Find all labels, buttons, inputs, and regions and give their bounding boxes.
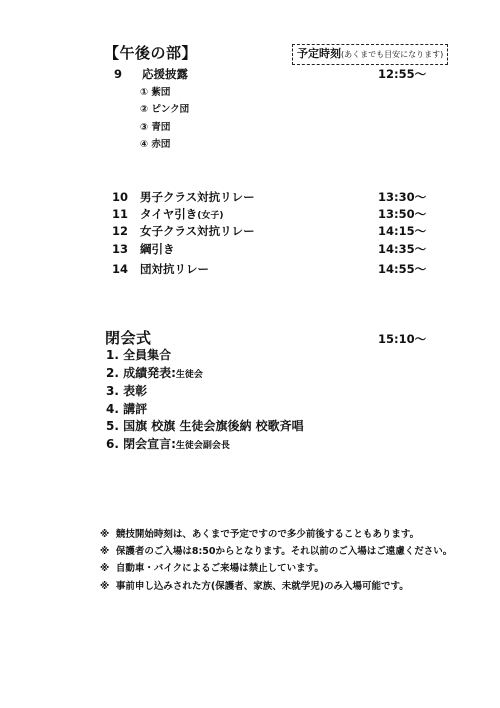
event-name: 男子クラス対抗リレー [140, 190, 255, 204]
ceremony-label: 4. 講評 [106, 402, 148, 416]
team-mark: ④ [140, 139, 149, 150]
team-name: ピンク団 [151, 104, 190, 115]
ceremony-item [106, 383, 147, 402]
team-name: 紫団 [151, 87, 171, 98]
event-row [112, 223, 255, 239]
notice-text: 保護者のご入場は8:50からとなります。それ以前のご入場はご遠慮ください。 [115, 546, 453, 557]
schedule-note-sub: (あくまでも目安になります) [341, 50, 444, 59]
team-item [140, 121, 170, 135]
notice-item [100, 580, 409, 593]
team-name: 赤団 [151, 139, 171, 150]
event-name: 女子クラス対抗リレー [140, 224, 255, 238]
event-time: 14:15～ [378, 224, 427, 238]
notice-mark: ※ [100, 546, 110, 557]
notice-mark: ※ [100, 563, 110, 574]
team-item [140, 138, 170, 152]
event-number: 11 [112, 207, 129, 221]
afternoon-section-title: 【午後の部】 [104, 44, 198, 62]
team-item [140, 103, 189, 117]
event-time-cheer: 12:55～ [378, 67, 427, 81]
team-mark: ② [140, 104, 149, 115]
notice-mark: ※ [100, 529, 110, 540]
event-time: 14:35～ [378, 242, 427, 256]
schedule-note-main: 予定時刻 [297, 47, 341, 60]
event-row [112, 261, 209, 277]
notice-text: 事前申し込みされた方(保護者、家族、未就学児)のみ入場可能です。 [115, 581, 409, 592]
team-name: 青団 [151, 122, 171, 133]
team-item [140, 86, 170, 100]
ceremony-item [106, 347, 171, 366]
ceremony-item [106, 436, 230, 455]
event-time: 13:30～ [378, 190, 427, 204]
event-number: 10 [112, 190, 129, 204]
notice-mark: ※ [100, 581, 110, 592]
closing-time: 15:10～ [378, 332, 427, 346]
event-name: 団対抗リレー [140, 262, 209, 276]
event-suffix: (女子) [197, 211, 224, 221]
event-number: 14 [112, 262, 129, 276]
event-row-cheer [114, 66, 188, 82]
notice-item [100, 562, 324, 575]
event-number: 13 [112, 242, 129, 256]
notice-item [100, 528, 419, 541]
notice-text: 競技開始時刻は、あくまで予定ですので多少前後することもあります。 [115, 529, 420, 540]
ceremony-item [106, 418, 304, 437]
event-number: 9 [114, 67, 123, 81]
schedule-note-box [292, 44, 448, 65]
event-row [112, 241, 175, 257]
event-row [112, 189, 255, 205]
notice-text: 自動車・バイクによるご来場は禁止しています。 [115, 563, 324, 574]
event-number: 12 [112, 224, 129, 238]
notice-item [100, 545, 452, 558]
closing-section-title: 閉会式 [105, 329, 152, 347]
event-name: 応援披露 [142, 67, 188, 81]
ceremony-label: 1. 全員集合 [106, 348, 172, 362]
team-mark: ③ [140, 122, 149, 133]
ceremony-label: 3. 表彰 [106, 384, 148, 398]
ceremony-label: 2. 成績発表: [106, 366, 176, 380]
event-name: タイヤ引き [140, 207, 198, 221]
event-row [112, 206, 224, 224]
event-name: 綱引き [140, 242, 175, 256]
ceremony-sub: 生徒会 [175, 370, 203, 380]
ceremony-label: 5. 国旗 校旗 生徒会旗後納 校歌斉唱 [106, 419, 304, 433]
ceremony-sub: 生徒会副会長 [175, 441, 230, 451]
ceremony-label: 6. 閉会宣言: [106, 437, 176, 451]
event-time: 13:50～ [378, 207, 427, 221]
team-mark: ① [140, 87, 149, 98]
ceremony-item [106, 365, 203, 384]
event-time: 14:55～ [378, 262, 427, 276]
